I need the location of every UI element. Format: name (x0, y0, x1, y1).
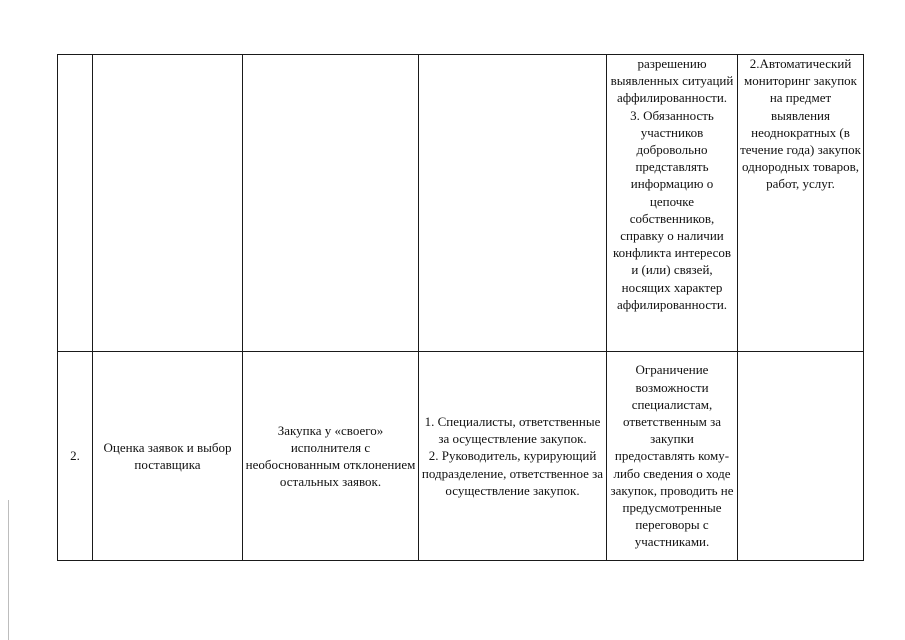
stage-text: Оценка заявок и выбор поставщика (103, 439, 232, 472)
table-row-continued (58, 55, 864, 352)
cell-risk (243, 352, 419, 561)
measures-text-2: Ограничение возможности специалистам, ответственным за закупки предоставлять кому-либо сведения о ходе закупок, проводить не предусмотренные переговоры с участниками. (610, 362, 734, 550)
cell-risk-empty (243, 55, 419, 352)
cell-number-empty (58, 55, 93, 352)
measures-text: разрешению выявленных ситуаций аффилированности. 3. Обязанность участников добровольно представлять информацию о цепочке собственников, справку о наличии конфликта интересов и (или) связей, носящих характер аффилированности. (610, 56, 734, 312)
scan-mark (8, 500, 9, 640)
cell-stage (93, 352, 243, 561)
responsible-text: 1. Специалисты, ответственные за осуществление закупок. 2. Руководитель, курирующий подразделение, ответственное за осуществление закупок. (421, 413, 604, 498)
cell-number (58, 352, 93, 561)
cell-responsible-empty (419, 55, 607, 352)
cell-monitoring-empty (738, 352, 864, 561)
monitoring-text: 2.Автоматический мониторинг закупок на предмет выявления неоднократных (в течение года) закупок однородных товаров, работ, услуг. (740, 56, 861, 192)
cell-measures-continued (607, 55, 738, 352)
cell-monitoring (738, 55, 864, 352)
procurement-risk-table (57, 54, 864, 561)
cell-measures (607, 352, 738, 561)
cell-stage-empty (93, 55, 243, 352)
row-number: 2. (70, 448, 80, 464)
cell-responsible (419, 352, 607, 561)
table-row-2 (58, 352, 864, 561)
risk-text: Закупка у «своего» исполнителя с необоснованным отклонением остальных заявок. (245, 422, 416, 490)
